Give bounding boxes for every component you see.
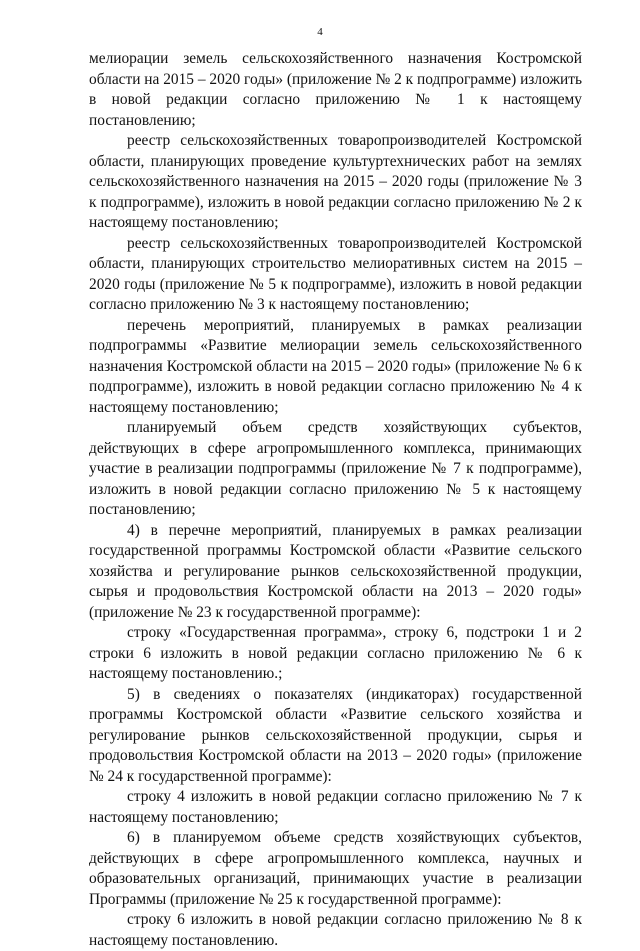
paragraph-item-4-row: строку «Государственная программа», строку 6, подстроки 1 и 2 строки 6 изложить в новой редакции согласно приложению № 6 к настоящему постановлению.; bbox=[89, 624, 582, 682]
paragraph-item-6: 6) в планируемом объеме средств хозяйствующих субъектов, действующих в сфере агропромышленного комплекса, научных и образовательных организаций, принимающих участие в реализации Программы (приложение № 25 к государственной программе): bbox=[89, 829, 582, 908]
paragraph-item-6-row: строку 6 изложить в новой редакции согласно приложению № 8 к настоящему постановлению. bbox=[89, 911, 582, 949]
paragraph-planned-funds: планируемый объем средств хозяйствующих субъектов, действующих в сфере агропромышленного комплекса, принимающих участие в реализации подпрограммы (приложение № 7 к подпрограмме), изложить в новой редакции согласно приложению № 5 к настоящему постановлению; bbox=[89, 419, 582, 518]
paragraph-item-5: 5) в сведениях о показателях (индикаторах) государственной программы Костромской области «Развитие сельского хозяйства и регулирование рынков сельскохозяйственной продукции, сырья и продовольствия Костромской области на 2013 – 2020 годы» (приложение № 24 к государственной программе): bbox=[89, 685, 582, 785]
paragraph-item-4: 4) в перечне мероприятий, планируемых в рамках реализации государственной программы Костромской области «Развитие сельского хозяйства и регулирование рынков сельскохозяйственной продукции, сырья и продовольствия Костромской области на 2013 – 2020 годы» (приложение № 23 к государственной программе): bbox=[89, 521, 582, 621]
paragraph-register-cultural-works: реестр сельскохозяйственных товаропроизводителей Костромской области, планирующих проведение культуртехнических работ на землях сельскохозяйственного назначения на 2015 – 2020 годы (приложение № 3 к подпрограмме), изложить в новой редакции согласно приложению № 2 к настоящему постановлению; bbox=[89, 132, 582, 231]
document-body bbox=[89, 49, 582, 951]
paragraph-continuation: мелиорации земель сельскохозяйственного назначения Костромской области на 2015 – 2020 годы» (приложение № 2 к подпрограмме) изложить в новой редакции согласно приложению № 1 к настоящему постановлению; bbox=[89, 50, 582, 129]
paragraph-item-5-row: строку 4 изложить в новой редакции согласно приложению № 7 к настоящему постановлению; bbox=[89, 788, 582, 826]
paragraph-measures-list: перечень мероприятий, планируемых в рамках реализации подпрограммы «Развитие мелиорации земель сельскохозяйственного назначения Костромской области на 2015 – 2020 годы» (приложение № 6 к подпрограмме), изложить в новой редакции согласно приложению № 4 к настоящему постановлению; bbox=[89, 316, 582, 416]
page-number: 4 bbox=[317, 26, 323, 38]
paragraph-register-melioration-systems: реестр сельскохозяйственных товаропроизводителей Костромской области, планирующих строительство мелиоративных систем на 2015 – 2020 годы (приложение № 5 к подпрограмме), изложить в новой редакции согласно приложению № 3 к настоящему постановлению; bbox=[89, 234, 582, 313]
